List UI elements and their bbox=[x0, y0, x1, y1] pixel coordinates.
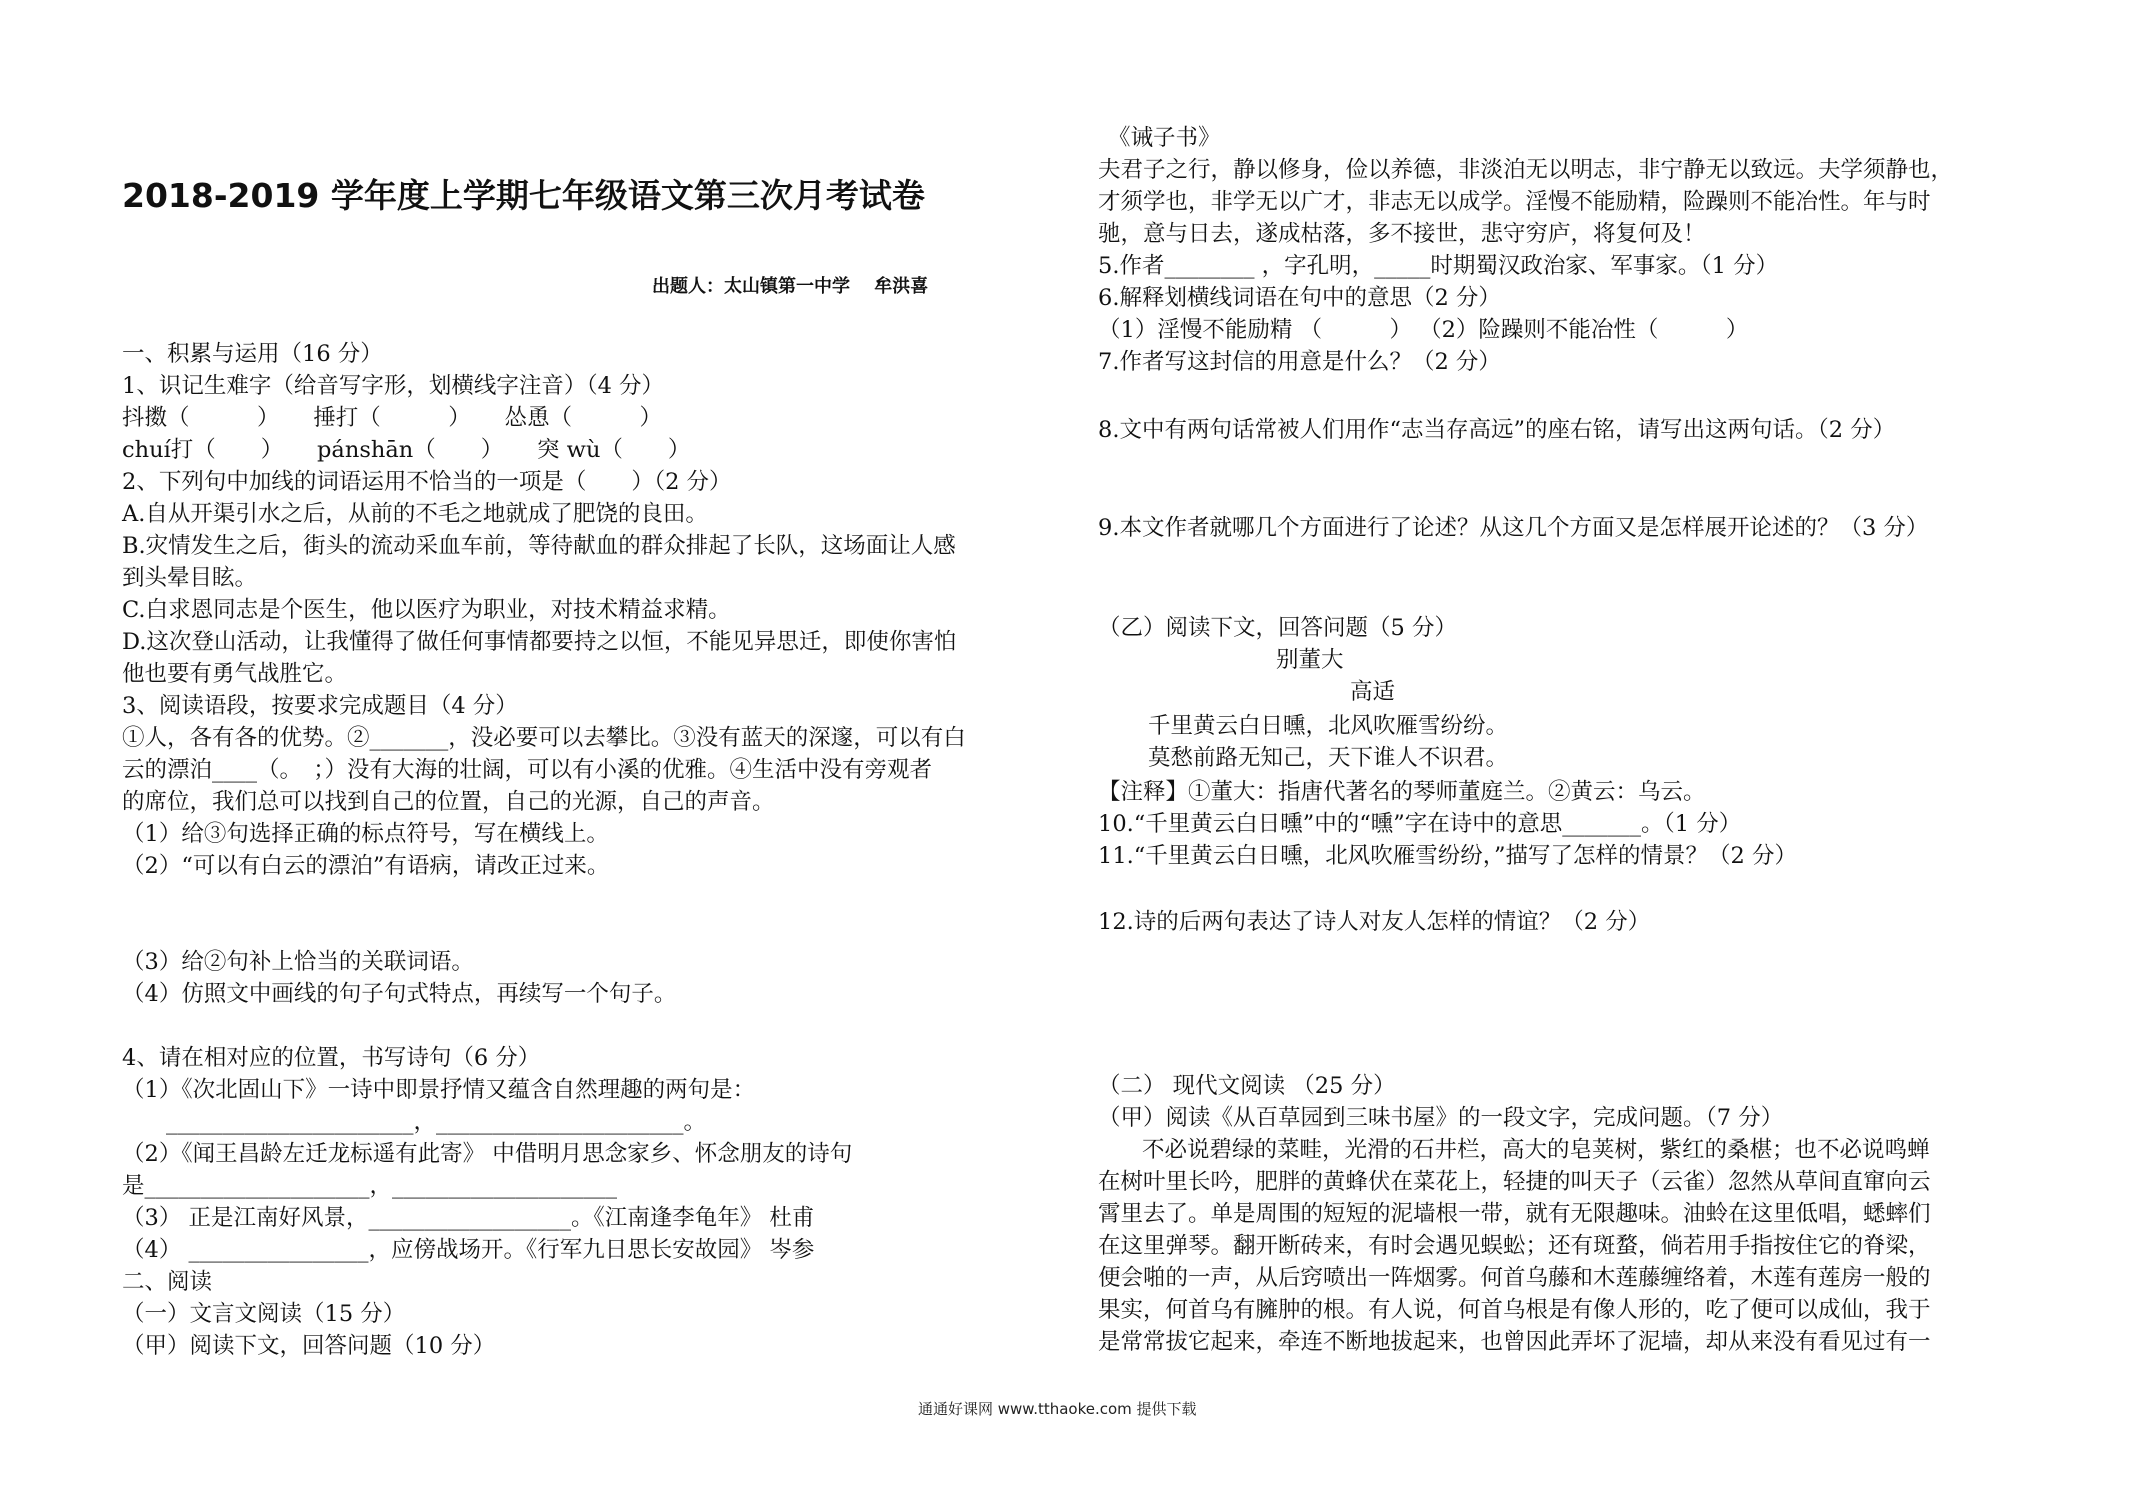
text-line-3: 驰，意与日去，遂成枯落，多不接世，悲守穷庐，将复何及！ bbox=[1098, 221, 1706, 247]
q3-sub-2: （2）“可以有白云的漂泊”有语病，请改正过来。 bbox=[122, 853, 610, 879]
poem-author: 高适 bbox=[1350, 679, 1396, 705]
passage-line-7: 是常常拔它起来，牵连不断地拔起来，也曾因此弄坏了泥墙，却从来没有看见过有一 bbox=[1098, 1329, 1931, 1355]
poem-title: 别董大 bbox=[1276, 647, 1344, 673]
exam-author: 出题人：太山镇第一中学 牟洪喜 bbox=[652, 276, 929, 297]
q3-passage-1: ①人，各有各的优势。②_______，没必要可以去攀比。③没有蓝天的深邃，可以有白 bbox=[122, 725, 966, 751]
exam-title: 2018-2019 学年度上学期七年级语文第三次月考试卷 bbox=[122, 176, 925, 215]
passage-line-1: 不必说碧绿的菜畦，光滑的石井栏，高大的皂荚树，紫红的桑椹；也不必说鸣蝉 bbox=[1142, 1137, 1930, 1163]
modern-part-a-heading: （甲）阅读《从百草园到三味书屋》的一段文字，完成问题。（7 分） bbox=[1098, 1105, 1784, 1131]
q2-option-d: D.这次登山活动，让我懂得了做任何事情都要持之以恒，不能见异思迁，即使你害怕 bbox=[122, 629, 957, 655]
passage-line-2: 在树叶里长吟，肥胖的黄蜂伏在菜花上，轻捷的叫天子（云雀）忽然从草间直窜向云 bbox=[1098, 1169, 1931, 1195]
q4-sub-1-blanks: ______________________，______________________。 bbox=[166, 1109, 707, 1135]
modern-reading-heading: （二） 现代文阅读 （25 分） bbox=[1098, 1073, 1396, 1099]
poem-line-1: 千里黄云白日曛，北风吹雁雪纷纷。 bbox=[1148, 713, 1509, 739]
text-title: 《诫子书》 bbox=[1108, 125, 1221, 151]
q3-passage-2: 云的漂泊____（。 ；）没有大海的壮阔，可以有小溪的优雅。④生活中没有旁观者 bbox=[122, 757, 933, 783]
q1-heading: 1、识记生难字（给音写字形，划横线字注音）（4 分） bbox=[122, 373, 665, 399]
q2-option-b: B.灾情发生之后，街头的流动采血车前，等待献血的群众排起了长队，这场面让人感 bbox=[122, 533, 956, 559]
q12: 12.诗的后两句表达了诗人对友人怎样的情谊？（2 分） bbox=[1098, 909, 1651, 935]
q4-sub-1: （1）《次北固山下》一诗中即景抒情又蕴含自然理趣的两句是： bbox=[122, 1077, 756, 1103]
part-b-heading: （乙）阅读下文，回答问题（5 分） bbox=[1098, 615, 1457, 641]
q1-line-2: chuí打（ ） pánshān（ ） 突 wù（ ） bbox=[122, 437, 691, 463]
section-1-heading: 一、积累与运用（16 分） bbox=[122, 341, 383, 367]
poem-notes: 【注释】①董大：指唐代著名的琴师董庭兰。②黄云：乌云。 bbox=[1098, 779, 1706, 805]
q4-sub-4: （4） ________________，应傍战场开。《行军九日思长安故园》 岑参 bbox=[122, 1237, 815, 1263]
q2-option-c: C.白求恩同志是个医生，他以医疗为职业，对技术精益求精。 bbox=[122, 597, 731, 623]
q3-sub-1: （1）给③句选择正确的标点符号，写在横线上。 bbox=[122, 821, 609, 847]
q1-line-1: 抖擞（ ） 捶打（ ） 怂恿（ ） bbox=[122, 405, 663, 431]
part-a-heading: （甲）阅读下文，回答问题（10 分） bbox=[122, 1333, 496, 1359]
q3-heading: 3、阅读语段，按要求完成题目（4 分） bbox=[122, 693, 518, 719]
classical-reading-heading: （一）文言文阅读（15 分） bbox=[122, 1301, 406, 1327]
q6: 6.解释划横线词语在句中的意思（2 分） bbox=[1098, 285, 1501, 311]
poem-line-2: 莫愁前路无知己，天下谁人不识君。 bbox=[1148, 745, 1509, 771]
text-line-1: 夫君子之行，静以修身，俭以养德，非淡泊无以明志，非宁静无以致远。夫学须静也， bbox=[1098, 157, 1954, 183]
q5: 5.作者________ ，字孔明，_____时期蜀汉政治家、军事家。（1 分） bbox=[1098, 253, 1779, 279]
q6-items: （1）淫慢不能励精 （ ） （2）险躁则不能冶性（ ） bbox=[1098, 317, 1749, 343]
q2-option-b-cont: 到头晕目眩。 bbox=[122, 565, 258, 591]
passage-line-6: 果实，何首乌有臃肿的根。有人说，何首乌根是有像人形的，吃了便可以成仙，我于 bbox=[1098, 1297, 1931, 1323]
q9: 9.本文作者就哪几个方面进行了论述？从这几个方面又是怎样展开论述的？（3 分） bbox=[1098, 515, 1929, 541]
passage-line-4: 在这里弹琴。翻开断砖来，有时会遇见蜈蚣；还有斑蝥，倘若用手指按住它的脊梁， bbox=[1098, 1233, 1931, 1259]
q8: 8.文中有两句话常被人们用作“志当存高远”的座右铭，请写出这两句话。（2 分） bbox=[1098, 417, 1896, 443]
q11: 11.“千里黄云白日曛，北风吹雁雪纷纷，”描写了怎样的情景？（2 分） bbox=[1098, 843, 1798, 869]
passage-line-5: 便会啪的一声，从后窍喷出一阵烟雾。何首乌藤和木莲藤缠络着，木莲有莲房一般的 bbox=[1098, 1265, 1931, 1291]
q4-sub-3: （3） 正是江南好风景，__________________。《江南逢李龟年》 杜甫 bbox=[122, 1205, 815, 1231]
q2-option-a: A.自从开渠引水之后，从前的不毛之地就成了肥饶的良田。 bbox=[122, 501, 708, 527]
q10: 10.“千里黄云白日曛”中的“曛”字在诗中的意思_______。（1 分） bbox=[1098, 811, 1742, 837]
q7: 7.作者写这封信的用意是什么？（2 分） bbox=[1098, 349, 1501, 375]
q2-option-d-cont: 他也要有勇气战胜它。 bbox=[122, 661, 348, 687]
q4-heading: 4、请在相对应的位置，书写诗句（6 分） bbox=[122, 1045, 541, 1071]
q3-passage-3: 的席位，我们总可以找到自己的位置，自己的光源，自己的声音。 bbox=[122, 789, 775, 815]
q2-heading: 2、下列句中加线的词语运用不恰当的一项是（ ）（2 分） bbox=[122, 469, 732, 495]
section-2-heading: 二、阅读 bbox=[122, 1269, 213, 1295]
passage-line-3: 霄里去了。单是周围的短短的泥墙根一带，就有无限趣味。油蛉在这里低唱，蟋蟀们 bbox=[1098, 1201, 1931, 1227]
q4-sub-2-blanks: 是____________________，____________________ bbox=[122, 1173, 618, 1199]
q3-sub-4: （4）仿照文中画线的句子句式特点，再续写一个句子。 bbox=[122, 981, 677, 1007]
page-footer: 通通好课网 www.tthaoke.com 提供下载 bbox=[918, 1400, 1197, 1418]
q3-sub-3: （3）给②句补上恰当的关联词语。 bbox=[122, 949, 474, 975]
text-line-2: 才须学也，非学无以广才，非志无以成学。淫慢不能励精，险躁则不能冶性。年与时 bbox=[1098, 189, 1931, 215]
q4-sub-2: （2）《闻王昌龄左迁龙标遥有此寄》 中借明月思念家乡、怀念朋友的诗句 bbox=[122, 1141, 853, 1167]
